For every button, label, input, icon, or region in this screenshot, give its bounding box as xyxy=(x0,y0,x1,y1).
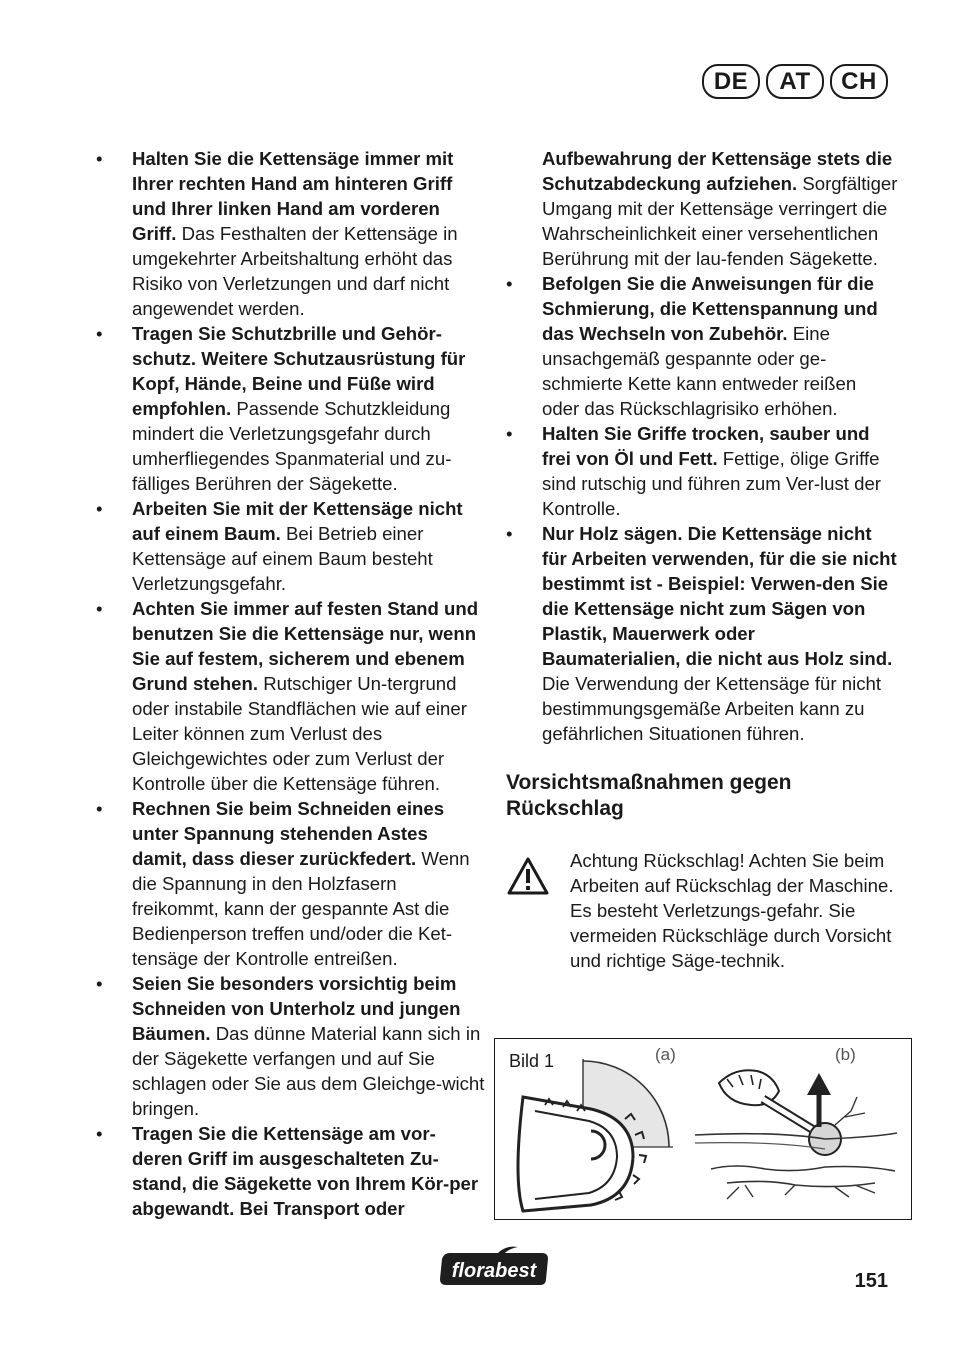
item-heading: Tragen Sie Schutzbrille und Gehör-schutz. Weitere Schutzausrüstung für Kopf, Hände, Beine und Füße wird empfohlen. xyxy=(132,323,466,419)
item-heading: Befolgen Sie die Anweisungen für die Schmierung, die Kettenspannung und das Wechseln von Zubehör. xyxy=(542,273,878,344)
language-badges xyxy=(702,64,888,99)
item-text: Das dünne Material kann sich in der Sägekette verfangen und auf Sie schlagen oder Sie aus dem Gleichge-wicht bringen. xyxy=(132,1023,485,1119)
safety-list-right xyxy=(506,271,898,746)
item-heading: Nur Holz sägen. Die Kettensäge nicht für Arbeiten verwenden, für die sie nicht bestimmt ist - Beispiel: Verwen-den Sie die Kettensäge nicht zum Sägen von Plastik, Mauerwerk oder Baumaterialien, die nicht aus Holz sind. xyxy=(542,523,897,669)
item-text: Rutschiger Un-tergrund oder instabile Standflächen wie auf einer Leiter können zum Verlust des Gleichgewichtes oder zum Verlust der Kontrolle über die Kettensäge führen. xyxy=(132,673,467,794)
figure-panel-b-label: (b) xyxy=(835,1045,856,1064)
right-column xyxy=(506,146,898,973)
list-item xyxy=(96,1121,486,1221)
list-item xyxy=(96,321,486,496)
item-text: Passende Schutzkleidung mindert die Verletzungsgefahr durch umherfliegendes Spanmaterial und zu-fälliges Berühren der Sägekette. xyxy=(132,398,452,494)
list-item xyxy=(96,971,486,1121)
left-column xyxy=(96,146,486,1221)
item-heading: Seien Sie besonders vorsichtig beim Schneiden von Unterholz und jungen Bäumen. xyxy=(132,973,461,1044)
section-title: Vorsichtsmaßnahmen gegen Rückschlag xyxy=(506,771,792,820)
item-text: Die Verwendung der Kettensäge für nicht bestimmungsgemäße Arbeiten kann zu gefährlichen Situationen führen. xyxy=(542,673,882,744)
kickback-warning xyxy=(506,848,898,973)
item-heading: Aufbewahrung der Kettensäge stets die Schutzabdeckung aufziehen. xyxy=(542,148,893,194)
florabest-logo xyxy=(438,1245,550,1289)
item-text: Eine unsachgemäß gespannte oder ge-schmierte Kette kann entweder reißen oder das Rückschlagrisiko erhöhen. xyxy=(542,323,857,419)
item-text: Sorgfältiger Umgang mit der Kettensäge verringert die Wahrscheinlichkeit einer versehentlichen Berührung mit der lau-fenden Sägekette. xyxy=(542,173,898,269)
list-item xyxy=(96,496,486,596)
item-heading: Tragen Sie die Kettensäge am vor-deren Griff im ausgeschalteten Zu-stand, die Sägekette von Ihrem Kör-per abgewandt. Bei Transport oder xyxy=(132,1123,479,1219)
language-badge-at: AT xyxy=(766,64,824,99)
language-badge-ch: CH xyxy=(830,64,888,99)
item-text: Wenn die Spannung in den Holzfasern freikommt, kann der gespannte Ast die Bedienperson treffen und/oder die Ket-tensäge der Kontrolle entreißen. xyxy=(132,848,470,969)
figure-label: Bild 1 xyxy=(509,1051,555,1071)
item-text: Fettige, ölige Griffe sind rutschig und führen zum Ver-lust der Kontrolle. xyxy=(542,448,881,519)
list-item-continuation xyxy=(506,146,898,271)
figure-bild-1 xyxy=(494,1038,912,1220)
logo-text: florabest xyxy=(451,1260,537,1282)
kickback-illustration xyxy=(495,1039,913,1221)
safety-list-left xyxy=(96,146,486,1221)
item-heading: Halten Sie Griffe trocken, sauber und frei von Öl und Fett. xyxy=(542,423,870,469)
item-heading: Achten Sie immer auf festen Stand und benutzen Sie die Kettensäge nur, wenn Sie auf festem, sicherem und ebenem Grund stehen. xyxy=(132,598,479,694)
list-item xyxy=(96,146,486,321)
list-item xyxy=(96,596,486,796)
warning-triangle-icon xyxy=(506,856,550,896)
list-item xyxy=(506,421,898,521)
item-text: Das Festhalten der Kettensäge in umgekehrter Arbeitshaltung erhöht das Risiko von Verletzungen und darf nicht angewendet werden. xyxy=(132,223,458,319)
page-number: 151 xyxy=(854,1270,888,1292)
item-heading: Rechnen Sie beim Schneiden eines unter Spannung stehenden Astes damit, dass dieser zurückfedert. xyxy=(132,798,445,869)
list-item xyxy=(96,796,486,971)
item-heading: Halten Sie die Kettensäge immer mit Ihrer rechten Hand am hinteren Griff und Ihrer linken Hand am vorderen Griff. xyxy=(132,148,454,244)
figure-panel-a-label: (a) xyxy=(655,1045,676,1064)
item-heading: Arbeiten Sie mit der Kettensäge nicht auf einem Baum. xyxy=(132,498,463,544)
language-badge-de: DE xyxy=(702,64,760,99)
list-item xyxy=(506,271,898,421)
warning-text: Achtung Rückschlag! Achten Sie beim Arbeiten auf Rückschlag der Maschine. Es besteht Verletzungs-gefahr. Sie vermeiden Rückschläge durch Vorsicht und richtige Säge-technik. xyxy=(570,850,894,971)
item-text: Bei Betrieb einer Kettensäge auf einem Baum besteht Verletzungsgefahr. xyxy=(132,523,433,594)
list-item xyxy=(506,521,898,746)
